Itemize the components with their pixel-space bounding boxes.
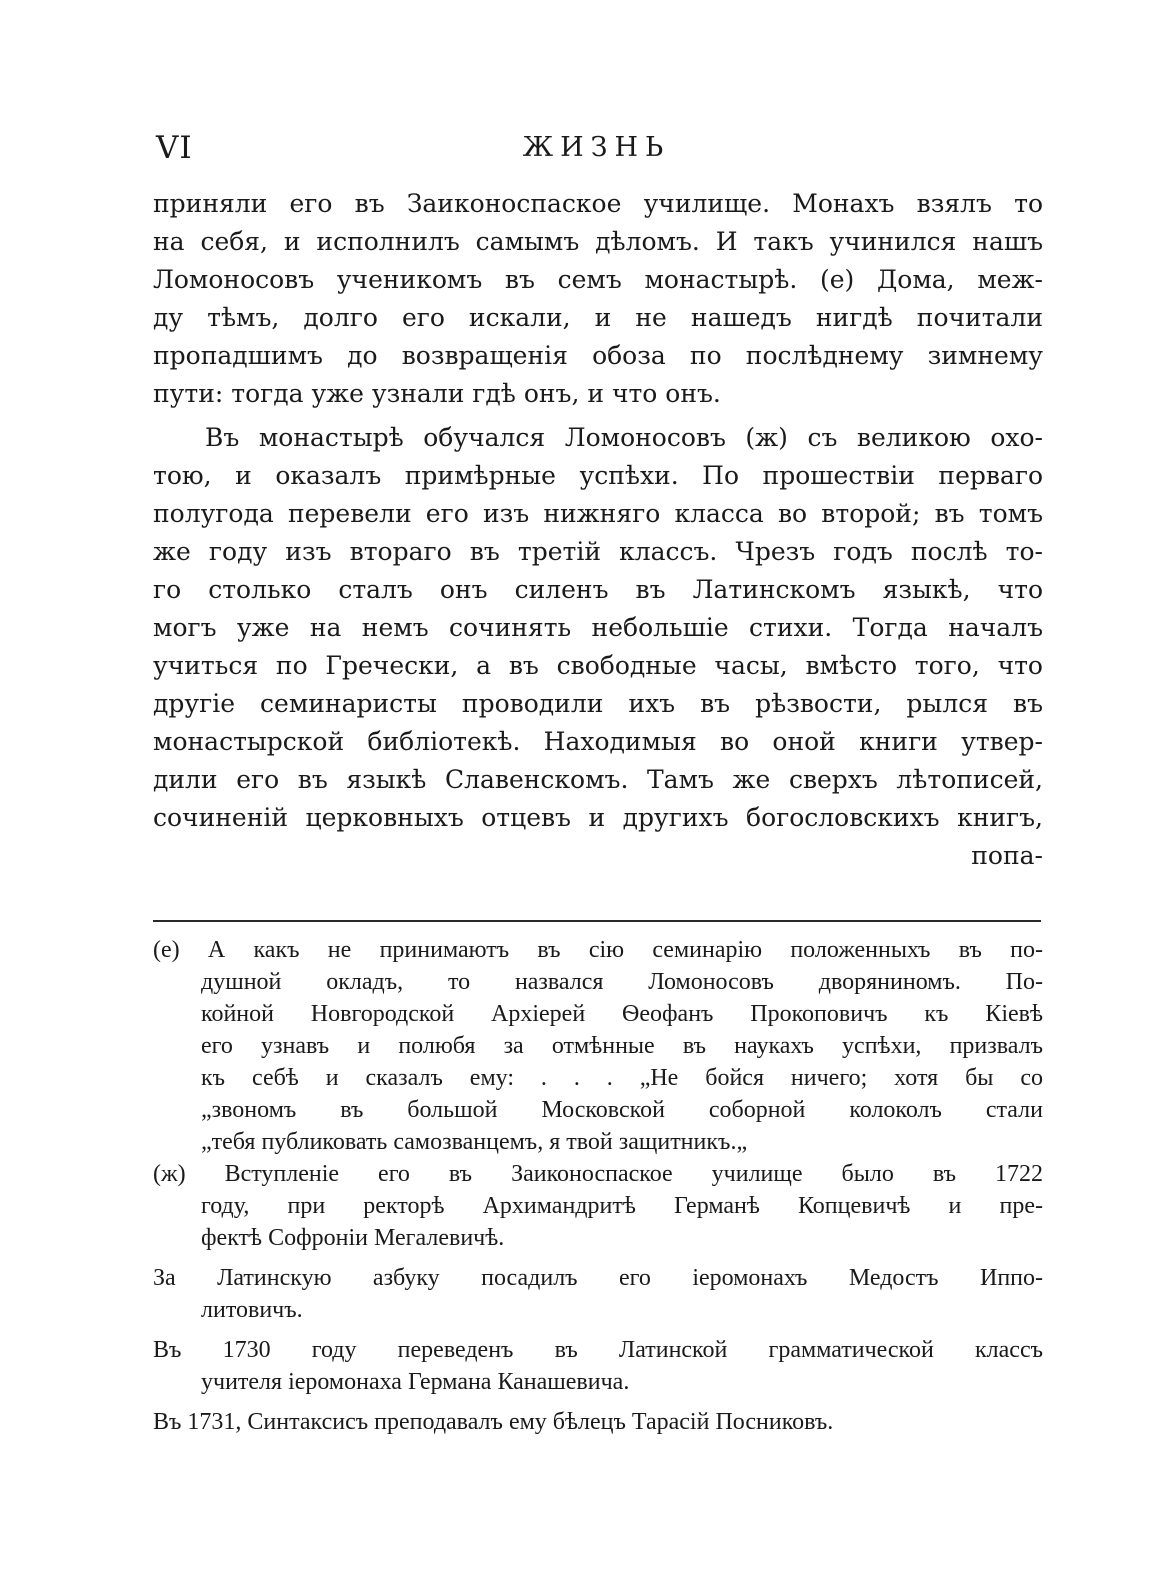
page-header bbox=[150, 128, 1043, 168]
footnote-e bbox=[153, 934, 1043, 1158]
footnote-zh bbox=[153, 1158, 1043, 1254]
text-line: приняли его въ Заиконоспаское училище. Монахъ взялъ то bbox=[153, 189, 1043, 218]
text-line: полугода перевели его изъ нижняго класса во второй; въ томъ bbox=[153, 499, 1043, 528]
footnote-line: Въ 1730 году переведенъ въ Латинской грамматической классъ bbox=[153, 1337, 1043, 1363]
footnote-line: году, при ректорѣ Архимандритѣ Германѣ Копцевичѣ и пре- bbox=[201, 1193, 1043, 1219]
footnote-1731 bbox=[153, 1406, 1043, 1438]
catchword: попа- bbox=[971, 841, 1043, 870]
footnotes bbox=[153, 934, 1043, 1438]
footnote-line: койной Новгородской Архіерей Ѳеофанъ Прокоповичъ къ Кіевѣ bbox=[201, 1001, 1043, 1027]
footnote-line: учителя іеромонаха Германа Канашевича. bbox=[201, 1369, 630, 1395]
footnote-line: (ж) Вступленіе его въ Заиконоспаское училище было въ 1722 bbox=[153, 1161, 1043, 1187]
main-text bbox=[153, 185, 1043, 875]
text-line: могъ уже на немъ сочинять небольшіе стихи. Тогда началъ bbox=[153, 613, 1043, 642]
footnote-line: литовичъ. bbox=[201, 1297, 303, 1323]
text-line: сочиненій церковныхъ отцевъ и другихъ богословскихъ книгъ, bbox=[153, 803, 1043, 832]
page-number: VI bbox=[156, 130, 193, 166]
footnote-line: За Латинскую азбуку посадилъ его іеромонахъ Медостъ Иппо- bbox=[153, 1265, 1043, 1291]
text-line: Въ монастырѣ обучался Ломоносовъ (ж) съ великою охо- bbox=[205, 423, 1043, 452]
footnote-line: „звономъ въ большой Московской соборной колоколъ стали bbox=[201, 1097, 1043, 1123]
footnote-line: душной окладъ, то назвался Ломоносовъ дворяниномъ. По- bbox=[201, 969, 1043, 995]
footnote-line: къ себѣ и сказалъ ему: . . . „Не бойся ничего; хотя бы со bbox=[201, 1065, 1043, 1091]
footnote-divider bbox=[153, 920, 1041, 922]
text-line: тою, и оказалъ примѣрные успѣхи. По прошествіи перваго bbox=[153, 461, 1043, 490]
text-line: на себя, и исполнилъ самымъ дѣломъ. И такъ учинился нашъ bbox=[153, 227, 1043, 256]
footnote-line: „тебя публиковать самозванцемъ, я твой защитникъ.„ bbox=[201, 1129, 748, 1155]
paragraph-1 bbox=[153, 185, 1043, 413]
text-line: монастырской библіотекѣ. Находимыя во оной книги утвер- bbox=[153, 727, 1043, 756]
text-line: пути: тогда уже узнали гдѣ онъ, и что онъ. bbox=[153, 379, 721, 408]
text-line: другіе семинаристы проводили ихъ въ рѣзвости, рылся въ bbox=[153, 689, 1043, 718]
footnote-line: фектѣ Софроніи Мегалевичѣ. bbox=[201, 1225, 505, 1251]
footnote-latin bbox=[153, 1262, 1043, 1326]
text-line: же году изъ втораго въ третій классъ. Чрезъ годъ послѣ то- bbox=[153, 537, 1043, 566]
paragraph-2 bbox=[153, 419, 1043, 837]
text-line: учиться по Гречески, а въ свободные часы, вмѣсто того, что bbox=[153, 651, 1043, 680]
running-title: ЖИЗНЬ bbox=[522, 132, 671, 163]
text-line: ду тѣмъ, долго его искали, и не нашедъ нигдѣ почитали bbox=[153, 303, 1043, 332]
footnote-line: его узнавъ и полюбя за отмѣнные въ наукахъ успѣхи, призвалъ bbox=[201, 1033, 1043, 1059]
footnote-line: Въ 1731, Синтаксисъ преподавалъ ему бѣлецъ Тарасій Посниковъ. bbox=[153, 1409, 834, 1435]
text-line: пропадшимъ до возвращенія обоза по послѣднему зимнему bbox=[153, 341, 1043, 370]
text-line: Ломоносовъ ученикомъ въ семъ монастырѣ. (е) Дома, меж- bbox=[153, 265, 1043, 294]
text-line: го столько сталъ онъ силенъ въ Латинскомъ языкѣ, что bbox=[153, 575, 1043, 604]
text-line: дили его въ языкѣ Славенскомъ. Тамъ же сверхъ лѣтописей, bbox=[153, 765, 1043, 794]
footnote-1730 bbox=[153, 1334, 1043, 1398]
footnote-line: (е) А какъ не принимаютъ въ сію семинарію положенныхъ въ по- bbox=[153, 937, 1043, 963]
